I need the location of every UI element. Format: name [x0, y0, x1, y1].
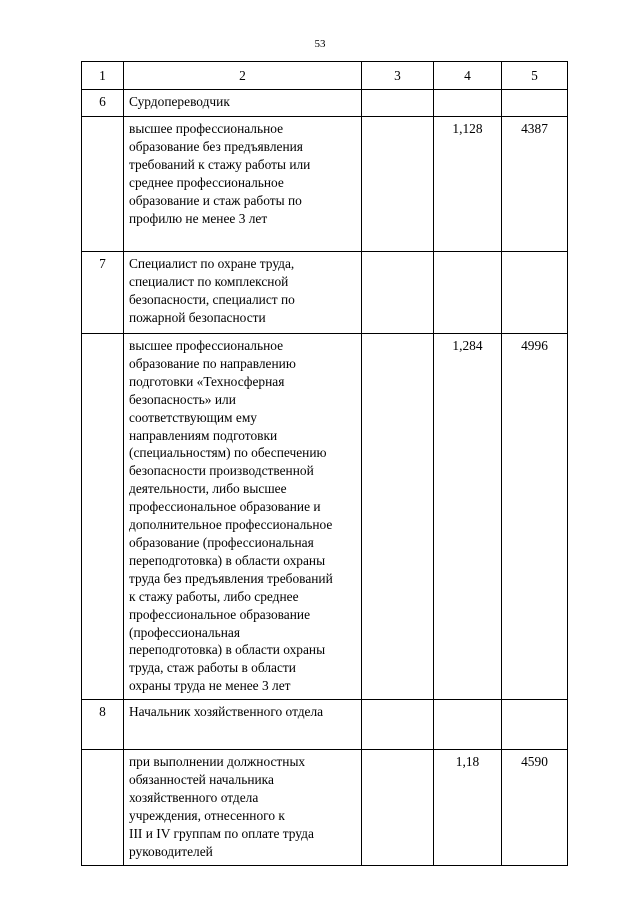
row-amount	[502, 90, 568, 117]
row-number: 8	[82, 700, 124, 750]
row-text: Сурдопереводчик	[124, 90, 362, 117]
row-amount	[502, 252, 568, 334]
row-coefficient	[434, 90, 502, 117]
row-text: Специалист по охране труда, специалист по комплексной безопасности, специалист по пожарной безопасности	[124, 252, 362, 334]
header-col-5: 5	[502, 62, 568, 90]
table-row	[82, 117, 568, 252]
row-amount	[502, 700, 568, 750]
row-col3	[362, 252, 434, 334]
row-number	[82, 334, 124, 700]
row-number	[82, 117, 124, 252]
row-amount: 4590	[502, 750, 568, 866]
row-col3	[362, 700, 434, 750]
table-row	[82, 750, 568, 866]
row-col3	[362, 90, 434, 117]
row-coefficient: 1,18	[434, 750, 502, 866]
row-number: 6	[82, 90, 124, 117]
row-coefficient: 1,284	[434, 334, 502, 700]
row-number: 7	[82, 252, 124, 334]
row-col3	[362, 334, 434, 700]
row-amount: 4996	[502, 334, 568, 700]
row-text: высшее профессиональное образование по направлению подготовки «Техносферная безопасность» или соответствующим ему направлениям подготовки (специальностям) по обеспечению безопасности производственной деятельности, либо высшее профессиональное образование и дополнительное профессиональное образование (профессиональная переподготовка) в области охраны труда без предъявления требований к стажу работы, либо среднее профессиональное образование (профессиональная переподготовка) в области охраны труда, стаж работы в области охраны труда не менее 3 лет	[124, 334, 362, 700]
row-text: при выполнении должностных обязанностей начальника хозяйственного отдела учреждения, отнесенного к III и IV группам по оплате труда руководителей	[124, 750, 362, 866]
row-text: Начальник хозяйственного отдела	[124, 700, 362, 750]
row-coefficient: 1,128	[434, 117, 502, 252]
row-coefficient	[434, 252, 502, 334]
row-coefficient	[434, 700, 502, 750]
table-row	[82, 334, 568, 700]
header-col-3: 3	[362, 62, 434, 90]
header-col-1: 1	[82, 62, 124, 90]
table-row	[82, 700, 568, 750]
table-row	[82, 252, 568, 334]
row-amount: 4387	[502, 117, 568, 252]
header-col-2: 2	[124, 62, 362, 90]
table-header-row	[82, 62, 568, 90]
row-col3	[362, 750, 434, 866]
page-number: 53	[314, 38, 326, 50]
salary-table	[81, 61, 568, 866]
header-col-4: 4	[434, 62, 502, 90]
row-text: высшее профессиональное образование без предъявления требований к стажу работы или среднее профессиональное образование и стаж работы по профилю не менее 3 лет	[124, 117, 362, 252]
row-col3	[362, 117, 434, 252]
row-number	[82, 750, 124, 866]
table-row	[82, 90, 568, 117]
